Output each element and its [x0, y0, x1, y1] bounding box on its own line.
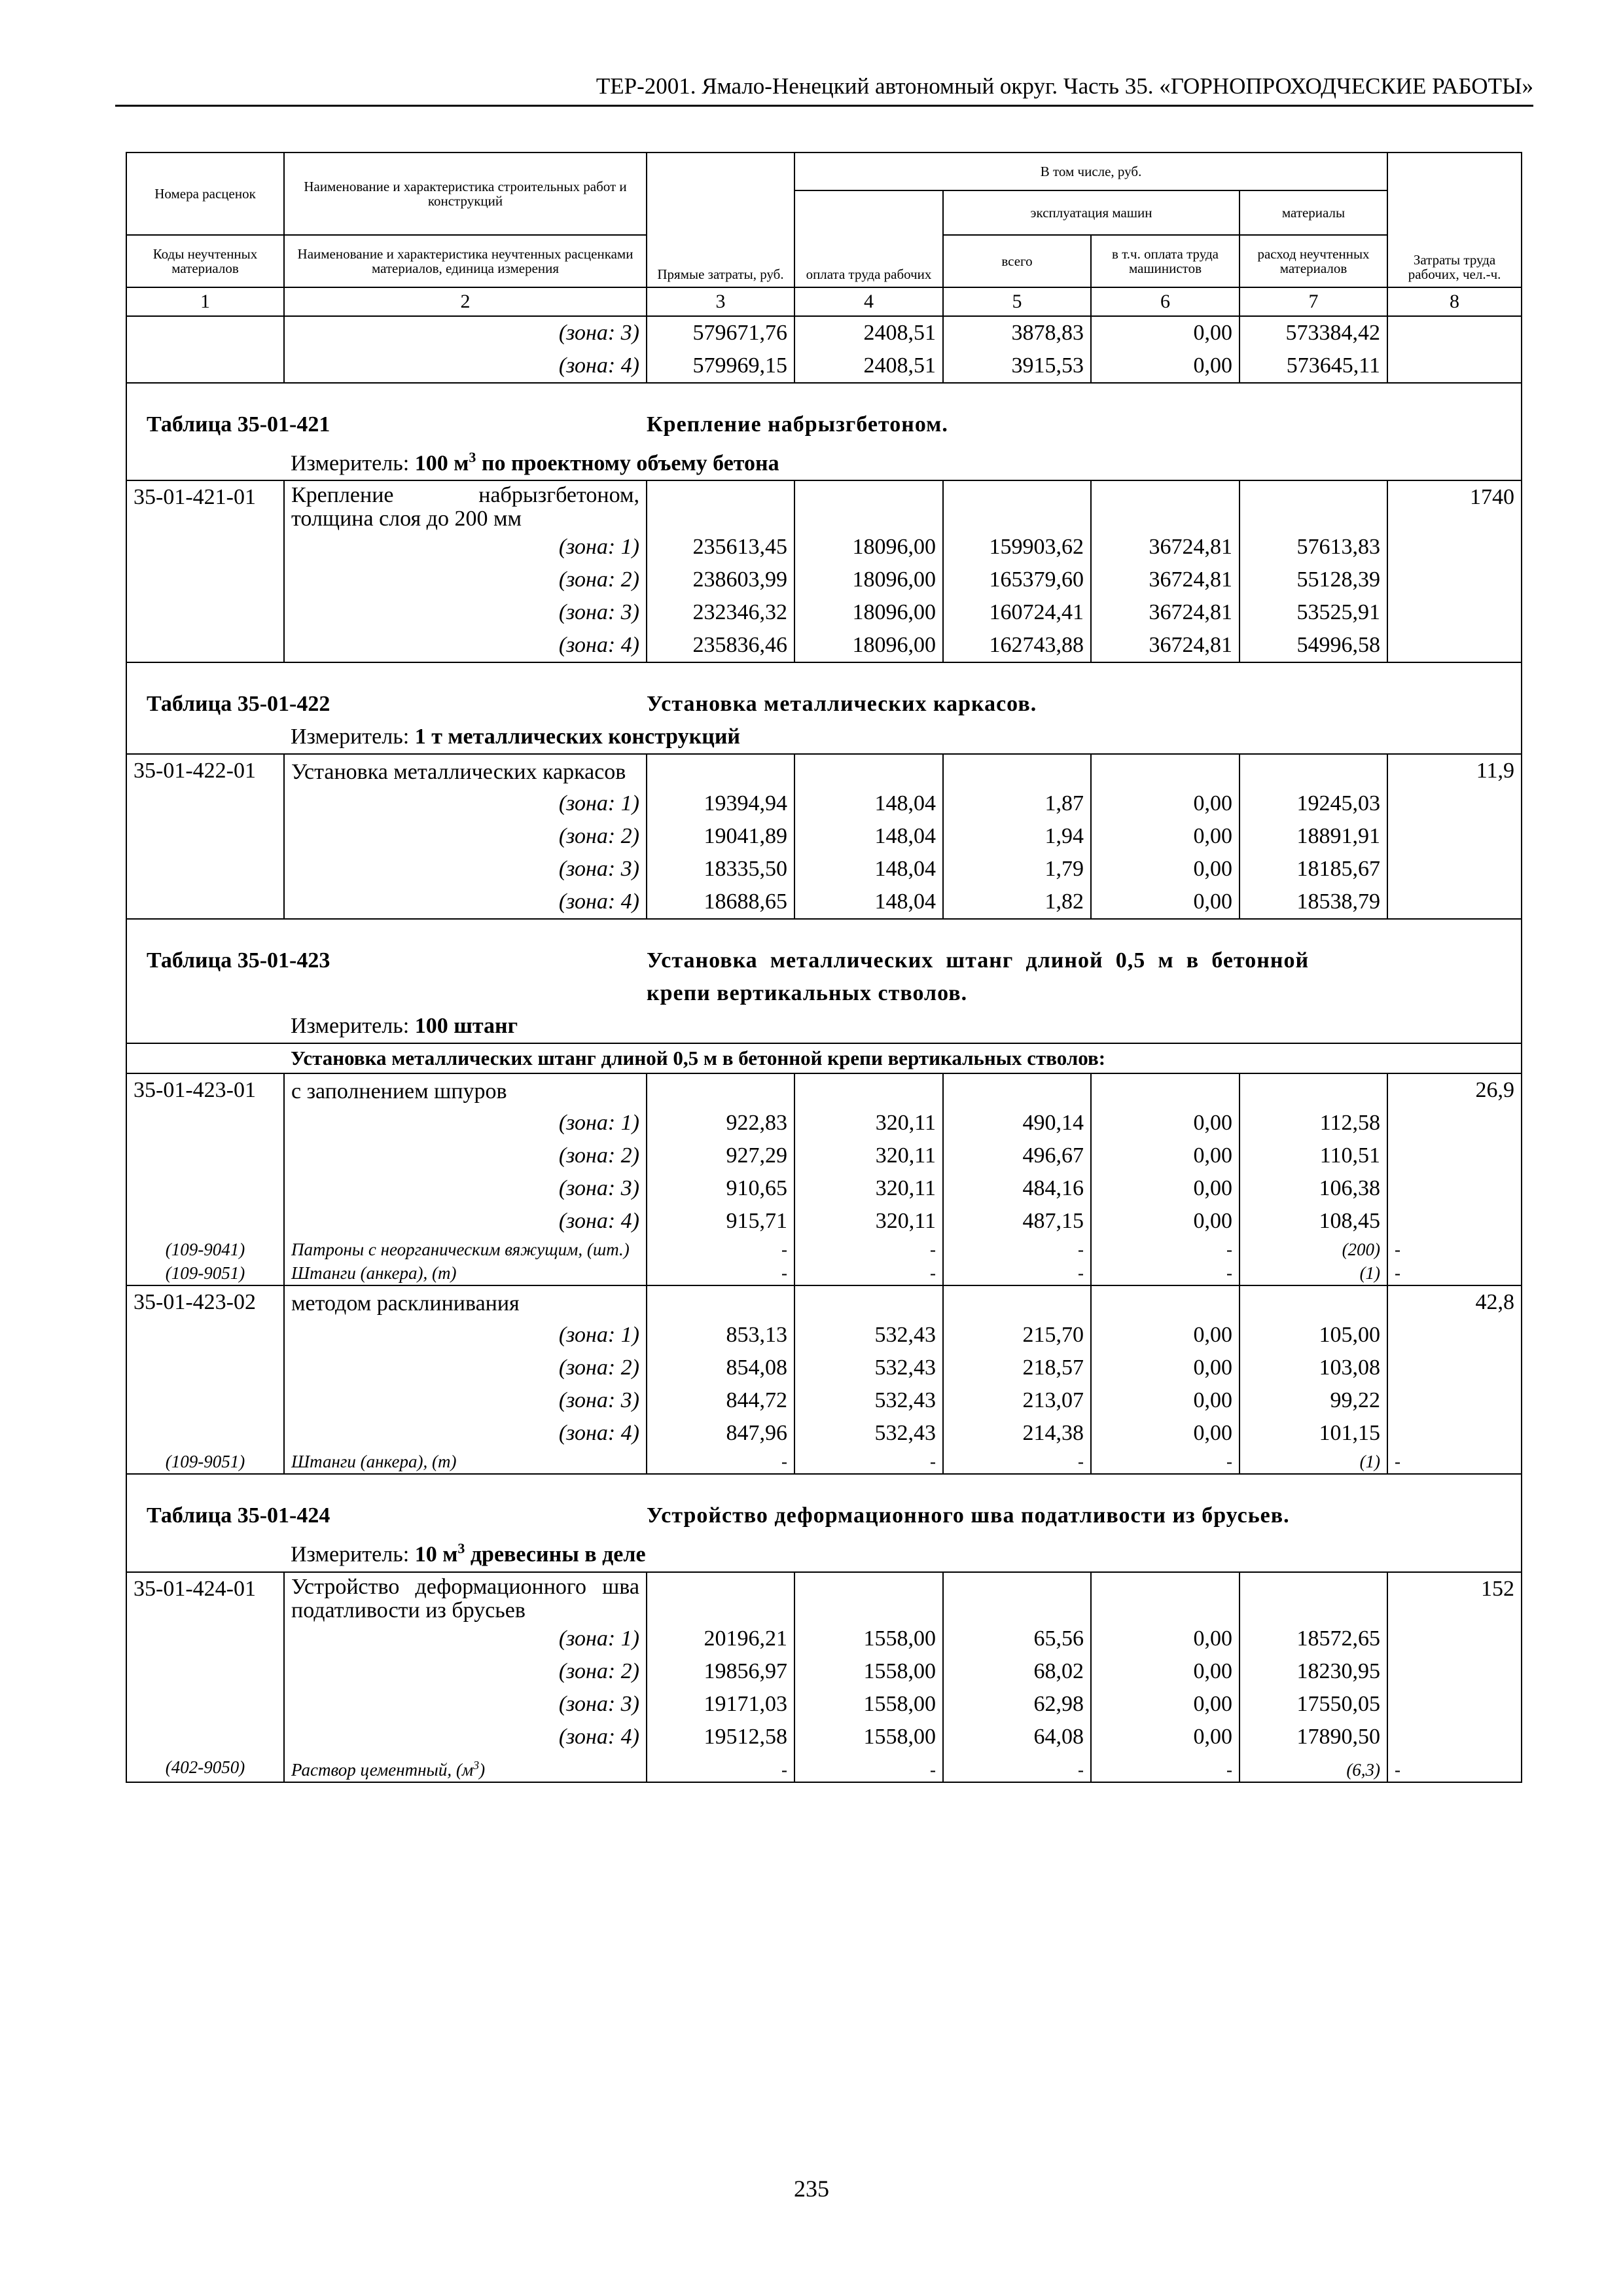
- value-cell: 0,00: [1091, 886, 1240, 919]
- col-header-codes: Номера расценок: [126, 152, 284, 235]
- value-cell: 162743,88: [943, 629, 1091, 662]
- material-dash: -: [943, 1753, 1091, 1782]
- zone-row: [126, 564, 1522, 596]
- row-code: [126, 531, 284, 564]
- zone-row: [126, 629, 1522, 662]
- row-code: [126, 853, 284, 886]
- page-number: 235: [794, 2176, 829, 2202]
- zone-row: [126, 820, 1522, 853]
- row-code: [126, 1205, 284, 1238]
- item-row: [126, 1572, 1522, 1623]
- measure-unit: Измеритель: 1 т металлических конструкций: [284, 721, 1387, 754]
- value-cell: 215,70: [943, 1319, 1091, 1352]
- value-cell: 18688,65: [647, 886, 794, 919]
- material-labor: -: [1387, 1238, 1522, 1261]
- row-code: [126, 1172, 284, 1205]
- material-dash: -: [794, 1450, 943, 1474]
- zone-row: [126, 1688, 1522, 1721]
- labor-cell: [1387, 853, 1522, 886]
- col-header-material-codes: Коды неучтенных материалов: [126, 235, 284, 287]
- table-number: Таблица 35-01-424: [126, 1474, 647, 1532]
- measure-unit: Измеритель: 100 $м^3$ по проектному объему бетона: [284, 441, 1387, 480]
- material-code: (109-9051): [126, 1261, 284, 1285]
- value-cell: 18230,95: [1240, 1655, 1387, 1688]
- value-cell: 0,00: [1091, 1319, 1240, 1352]
- material-code: (402-9050): [126, 1753, 284, 1782]
- material-dash: -: [794, 1261, 943, 1285]
- labor-value: 42,8: [1387, 1285, 1522, 1319]
- measure-row: [126, 441, 1522, 480]
- value-cell: 1558,00: [794, 1688, 943, 1721]
- labor-cell: [1387, 1655, 1522, 1688]
- value-cell: 0,00: [1091, 1172, 1240, 1205]
- value-cell: 0,00: [1091, 350, 1240, 383]
- value-cell: 17890,50: [1240, 1721, 1387, 1753]
- value-cell: 3878,83: [943, 316, 1091, 350]
- labor-cell: [1387, 629, 1522, 662]
- row-code: [126, 820, 284, 853]
- col-header-wages: оплата труда рабочих: [794, 190, 943, 287]
- material-row: [126, 1753, 1522, 1782]
- group-title: Установка металлических штанг длиной 0,5 м в бетонной крепи вертикальных стволов:: [284, 1043, 1387, 1073]
- value-cell: 54996,58: [1240, 629, 1387, 662]
- zone-row: [126, 1417, 1522, 1450]
- measure-row: [126, 1532, 1522, 1571]
- zone-label: (зона: 2): [284, 564, 647, 596]
- zone-label: (зона: 4): [284, 1205, 647, 1238]
- value-cell: 18335,50: [647, 853, 794, 886]
- material-code: (109-9051): [126, 1450, 284, 1474]
- value-cell: 1558,00: [794, 1655, 943, 1688]
- value-cell: 235836,46: [647, 629, 794, 662]
- row-code: [126, 1139, 284, 1172]
- value-cell: 490,14: [943, 1107, 1091, 1139]
- row-code: [126, 1319, 284, 1352]
- material-labor: -: [1387, 1450, 1522, 1474]
- material-dash: -: [794, 1753, 943, 1782]
- value-cell: 165379,60: [943, 564, 1091, 596]
- measure-row: [126, 1010, 1522, 1043]
- value-cell: 496,67: [943, 1139, 1091, 1172]
- col-header-name: Наименование и характеристика строительных работ и конструкций: [284, 152, 647, 235]
- value-cell: 99,22: [1240, 1384, 1387, 1417]
- zone-row: [126, 886, 1522, 919]
- labor-cell: [1387, 1107, 1522, 1139]
- zone-row: [126, 1172, 1522, 1205]
- value-cell: 0,00: [1091, 1205, 1240, 1238]
- value-cell: 573645,11: [1240, 350, 1387, 383]
- zone-row: [126, 1319, 1522, 1352]
- value-cell: 64,08: [943, 1721, 1091, 1753]
- material-dash: -: [1091, 1450, 1240, 1474]
- zone-row: [126, 1107, 1522, 1139]
- material-dash: -: [1091, 1261, 1240, 1285]
- zone-row: [126, 1655, 1522, 1688]
- table-name: Установка металлических каркасов.: [647, 692, 1037, 717]
- value-cell: 18572,65: [1240, 1623, 1387, 1655]
- row-code: [126, 1688, 284, 1721]
- value-cell: 19394,94: [647, 787, 794, 820]
- table-name: Устройство деформационного шва податливости из брусьев.: [647, 1503, 1290, 1528]
- value-cell: 532,43: [794, 1352, 943, 1384]
- value-cell: 19856,97: [647, 1655, 794, 1688]
- value-cell: 0,00: [1091, 1721, 1240, 1753]
- zone-label: (зона: 1): [284, 787, 647, 820]
- material-qty: (1): [1240, 1261, 1387, 1285]
- column-numbers: 1 2 3 4 5 6 7 8: [126, 287, 1522, 316]
- value-cell: 18096,00: [794, 629, 943, 662]
- zone-label: (зона: 3): [284, 596, 647, 629]
- group-title-row: [126, 1043, 1522, 1073]
- row-code: [126, 1384, 284, 1417]
- value-cell: 62,98: [943, 1688, 1091, 1721]
- zone-row: [126, 1352, 1522, 1384]
- row-code: [126, 1655, 284, 1688]
- value-cell: 0,00: [1091, 316, 1240, 350]
- value-cell: 110,51: [1240, 1139, 1387, 1172]
- value-cell: 532,43: [794, 1319, 943, 1352]
- labor-cell: [1387, 596, 1522, 629]
- row-code: [126, 316, 284, 350]
- zone-label: (зона: 4): [284, 629, 647, 662]
- labor-value: 26,9: [1387, 1073, 1522, 1107]
- material-code: (109-9041): [126, 1238, 284, 1261]
- zone-row: [126, 1205, 1522, 1238]
- labor-cell: [1387, 820, 1522, 853]
- value-cell: 1558,00: [794, 1721, 943, 1753]
- value-cell: 487,15: [943, 1205, 1091, 1238]
- labor-cell: [1387, 787, 1522, 820]
- rate-code: 35-01-423-02: [126, 1285, 284, 1319]
- zone-row: [126, 1384, 1522, 1417]
- material-qty: (6,3): [1240, 1753, 1387, 1782]
- zone-label: (зона: 3): [284, 1688, 647, 1721]
- value-cell: 238603,99: [647, 564, 794, 596]
- material-qty: (200): [1240, 1238, 1387, 1261]
- labor-value: 11,9: [1387, 754, 1522, 787]
- value-cell: 218,57: [943, 1352, 1091, 1384]
- material-dash: -: [943, 1450, 1091, 1474]
- row-code: [126, 629, 284, 662]
- zone-label: (зона: 1): [284, 1623, 647, 1655]
- value-cell: 0,00: [1091, 1655, 1240, 1688]
- zone-label: (зона: 4): [284, 350, 647, 383]
- value-cell: 320,11: [794, 1107, 943, 1139]
- zone-label: (зона: 4): [284, 886, 647, 919]
- value-cell: 36724,81: [1091, 629, 1240, 662]
- zone-label: (зона: 4): [284, 1721, 647, 1753]
- table-title-row: [126, 383, 1522, 441]
- col-header-group: В том числе, руб.: [794, 152, 1387, 190]
- value-cell: 320,11: [794, 1139, 943, 1172]
- value-cell: 65,56: [943, 1623, 1091, 1655]
- value-cell: 320,11: [794, 1172, 943, 1205]
- value-cell: 0,00: [1091, 1139, 1240, 1172]
- value-cell: 214,38: [943, 1417, 1091, 1450]
- value-cell: 320,11: [794, 1205, 943, 1238]
- value-cell: 148,04: [794, 820, 943, 853]
- zone-label: (зона: 2): [284, 1655, 647, 1688]
- value-cell: 1,94: [943, 820, 1091, 853]
- value-cell: 0,00: [1091, 1623, 1240, 1655]
- material-row: [126, 1450, 1522, 1474]
- value-cell: 3915,53: [943, 350, 1091, 383]
- item-row: [126, 754, 1522, 787]
- value-cell: 55128,39: [1240, 564, 1387, 596]
- table-title-row: [126, 1474, 1522, 1532]
- zone-label: (зона: 3): [284, 316, 647, 350]
- item-row: [126, 1073, 1522, 1107]
- row-code: [126, 1623, 284, 1655]
- page-header: ТЕР-2001. Ямало-Ненецкий автономный округ. Часть 35. «ГОРНОПРОХОДЧЕСКИЕ РАБОТЫ»: [115, 71, 1533, 107]
- labor-cell: [1387, 1721, 1522, 1753]
- value-cell: 232346,32: [647, 596, 794, 629]
- material-dash: -: [943, 1261, 1091, 1285]
- rate-code: 35-01-422-01: [126, 754, 284, 787]
- rate-code: 35-01-421-01: [126, 480, 284, 531]
- rate-code: 35-01-424-01: [126, 1572, 284, 1623]
- row-code: [126, 1417, 284, 1450]
- value-cell: 2408,51: [794, 350, 943, 383]
- value-cell: 18096,00: [794, 564, 943, 596]
- value-cell: 579969,15: [647, 350, 794, 383]
- zone-label: (зона: 3): [284, 1172, 647, 1205]
- labor-cell: [1387, 350, 1522, 383]
- value-cell: 17550,05: [1240, 1688, 1387, 1721]
- value-cell: 18538,79: [1240, 886, 1387, 919]
- zone-row: [126, 316, 1522, 350]
- labor-value: 1740: [1387, 480, 1522, 531]
- value-cell: 36724,81: [1091, 531, 1240, 564]
- material-name: Штанги (анкера), (т): [284, 1261, 647, 1285]
- col-header-operators-pay: в т.ч. оплата труда машинистов: [1091, 235, 1240, 287]
- value-cell: 0,00: [1091, 820, 1240, 853]
- value-cell: 148,04: [794, 787, 943, 820]
- value-cell: 854,08: [647, 1352, 794, 1384]
- row-code: [126, 1107, 284, 1139]
- material-name: Патроны с неорганическим вяжущим, (шт.): [284, 1238, 647, 1261]
- value-cell: 18096,00: [794, 596, 943, 629]
- zone-row: [126, 1721, 1522, 1753]
- zone-row: [126, 596, 1522, 629]
- zone-row: [126, 853, 1522, 886]
- value-cell: 36724,81: [1091, 596, 1240, 629]
- zone-label: (зона: 4): [284, 1417, 647, 1450]
- value-cell: 101,15: [1240, 1417, 1387, 1450]
- item-description: Крепление набрызгбетоном, толщина слоя до 200 мм: [284, 480, 647, 531]
- labor-cell: [1387, 564, 1522, 596]
- col-header-material-names: Наименование и характеристика неучтенных расценками материалов, единица измерения: [284, 235, 647, 287]
- value-cell: 573384,42: [1240, 316, 1387, 350]
- value-cell: 915,71: [647, 1205, 794, 1238]
- table-header: [126, 152, 1522, 316]
- col-header-direct-costs: Прямые затраты, руб.: [647, 152, 794, 287]
- table-title-row: [126, 919, 1522, 1010]
- measure-row: [126, 721, 1522, 754]
- labor-cell: [1387, 1139, 1522, 1172]
- row-code: [126, 1352, 284, 1384]
- labor-cell: [1387, 1623, 1522, 1655]
- col-header-machines: эксплуатация машин: [943, 190, 1240, 235]
- labor-cell: [1387, 1319, 1522, 1352]
- value-cell: 112,58: [1240, 1107, 1387, 1139]
- value-cell: 0,00: [1091, 1352, 1240, 1384]
- value-cell: 19171,03: [647, 1688, 794, 1721]
- labor-cell: [1387, 1172, 1522, 1205]
- zone-row: [126, 350, 1522, 383]
- value-cell: 2408,51: [794, 316, 943, 350]
- row-code: [126, 596, 284, 629]
- value-cell: 0,00: [1091, 1107, 1240, 1139]
- item-description: Устройство деформационного шва податливости из брусьев: [284, 1572, 647, 1623]
- material-dash: -: [794, 1238, 943, 1261]
- labor-cell: [1387, 531, 1522, 564]
- value-cell: 160724,41: [943, 596, 1091, 629]
- value-cell: 148,04: [794, 853, 943, 886]
- material-dash: -: [1091, 1753, 1240, 1782]
- col-header-labor: Затраты труда рабочих, чел.-ч.: [1387, 152, 1522, 287]
- value-cell: 103,08: [1240, 1352, 1387, 1384]
- value-cell: 108,45: [1240, 1205, 1387, 1238]
- value-cell: 19512,58: [647, 1721, 794, 1753]
- zone-row: [126, 1139, 1522, 1172]
- value-cell: 922,83: [647, 1107, 794, 1139]
- value-cell: 36724,81: [1091, 564, 1240, 596]
- material-labor: -: [1387, 1261, 1522, 1285]
- value-cell: 579671,76: [647, 316, 794, 350]
- value-cell: 213,07: [943, 1384, 1091, 1417]
- labor-value: 152: [1387, 1572, 1522, 1623]
- col-header-unaccounted-materials: расход неучтенных материалов: [1240, 235, 1387, 287]
- zone-row: [126, 531, 1522, 564]
- table-number: Таблица 35-01-422: [126, 662, 647, 721]
- value-cell: 106,38: [1240, 1172, 1387, 1205]
- zone-row: [126, 1623, 1522, 1655]
- value-cell: 235613,45: [647, 531, 794, 564]
- material-qty: (1): [1240, 1450, 1387, 1474]
- table-number: Таблица 35-01-421: [126, 383, 647, 441]
- zone-row: [126, 787, 1522, 820]
- zone-label: (зона: 1): [284, 1107, 647, 1139]
- material-name: Штанги (анкера), (т): [284, 1450, 647, 1474]
- value-cell: 0,00: [1091, 787, 1240, 820]
- zone-label: (зона: 2): [284, 1139, 647, 1172]
- value-cell: 105,00: [1240, 1319, 1387, 1352]
- labor-cell: [1387, 1205, 1522, 1238]
- value-cell: 847,96: [647, 1417, 794, 1450]
- value-cell: 148,04: [794, 886, 943, 919]
- value-cell: 20196,21: [647, 1623, 794, 1655]
- value-cell: 18185,67: [1240, 853, 1387, 886]
- zone-label: (зона: 3): [284, 853, 647, 886]
- value-cell: 1,79: [943, 853, 1091, 886]
- material-dash: -: [647, 1238, 794, 1261]
- material-row: [126, 1238, 1522, 1261]
- value-cell: 0,00: [1091, 1417, 1240, 1450]
- row-code: [126, 350, 284, 383]
- value-cell: 853,13: [647, 1319, 794, 1352]
- item-row: [126, 1285, 1522, 1319]
- value-cell: 159903,62: [943, 531, 1091, 564]
- item-description: с заполнением шпуров: [284, 1073, 647, 1107]
- value-cell: 1,82: [943, 886, 1091, 919]
- value-cell: 18096,00: [794, 531, 943, 564]
- row-code: [126, 1721, 284, 1753]
- labor-cell: [1387, 1688, 1522, 1721]
- value-cell: 927,29: [647, 1139, 794, 1172]
- table-name: Крепление набрызгбетоном.: [647, 412, 948, 437]
- item-row: [126, 480, 1522, 531]
- value-cell: 0,00: [1091, 1384, 1240, 1417]
- material-dash: -: [1091, 1238, 1240, 1261]
- labor-cell: [1387, 316, 1522, 350]
- table-number: Таблица 35-01-423: [126, 919, 647, 1010]
- value-cell: 844,72: [647, 1384, 794, 1417]
- table-name: Установка металлических штанг длиной 0,5 м в бетонной крепи вертикальных стволов.: [647, 948, 1310, 1006]
- value-cell: 57613,83: [1240, 531, 1387, 564]
- zone-label: (зона: 3): [284, 1384, 647, 1417]
- zone-label: (зона: 2): [284, 820, 647, 853]
- row-code: [126, 564, 284, 596]
- material-dash: -: [647, 1450, 794, 1474]
- value-cell: 0,00: [1091, 853, 1240, 886]
- material-name: Раствор цементный, $(м^3)$: [284, 1753, 647, 1782]
- value-cell: 19041,89: [647, 820, 794, 853]
- item-description: Установка металлических каркасов: [284, 754, 647, 787]
- material-row: [126, 1261, 1522, 1285]
- labor-cell: [1387, 1384, 1522, 1417]
- material-dash: -: [647, 1753, 794, 1782]
- item-description: методом расклинивания: [284, 1285, 647, 1319]
- value-cell: 18891,91: [1240, 820, 1387, 853]
- labor-cell: [1387, 1352, 1522, 1384]
- zone-label: (зона: 2): [284, 1352, 647, 1384]
- zone-label: (зона: 1): [284, 1319, 647, 1352]
- row-code: [126, 886, 284, 919]
- row-code: [126, 787, 284, 820]
- measure-unit: Измеритель: 10 $м^3$ древесины в деле: [284, 1532, 1387, 1571]
- value-cell: 0,00: [1091, 1688, 1240, 1721]
- labor-cell: [1387, 886, 1522, 919]
- labor-cell: [1387, 1417, 1522, 1450]
- col-header-machines-total: всего: [943, 235, 1091, 287]
- value-cell: 532,43: [794, 1417, 943, 1450]
- rate-code: 35-01-423-01: [126, 1073, 284, 1107]
- col-header-materials: материалы: [1240, 190, 1387, 235]
- estimate-table: [126, 152, 1522, 1783]
- measure-unit: Измеритель: 100 штанг: [284, 1010, 1387, 1043]
- value-cell: 532,43: [794, 1384, 943, 1417]
- value-cell: 19245,03: [1240, 787, 1387, 820]
- material-dash: -: [647, 1261, 794, 1285]
- table-body: [126, 316, 1522, 1782]
- value-cell: 910,65: [647, 1172, 794, 1205]
- value-cell: 1,87: [943, 787, 1091, 820]
- value-cell: 68,02: [943, 1655, 1091, 1688]
- zone-label: (зона: 1): [284, 531, 647, 564]
- value-cell: 484,16: [943, 1172, 1091, 1205]
- material-labor: -: [1387, 1753, 1522, 1782]
- material-dash: -: [943, 1238, 1091, 1261]
- value-cell: 1558,00: [794, 1623, 943, 1655]
- value-cell: 53525,91: [1240, 596, 1387, 629]
- table-title-row: [126, 662, 1522, 721]
